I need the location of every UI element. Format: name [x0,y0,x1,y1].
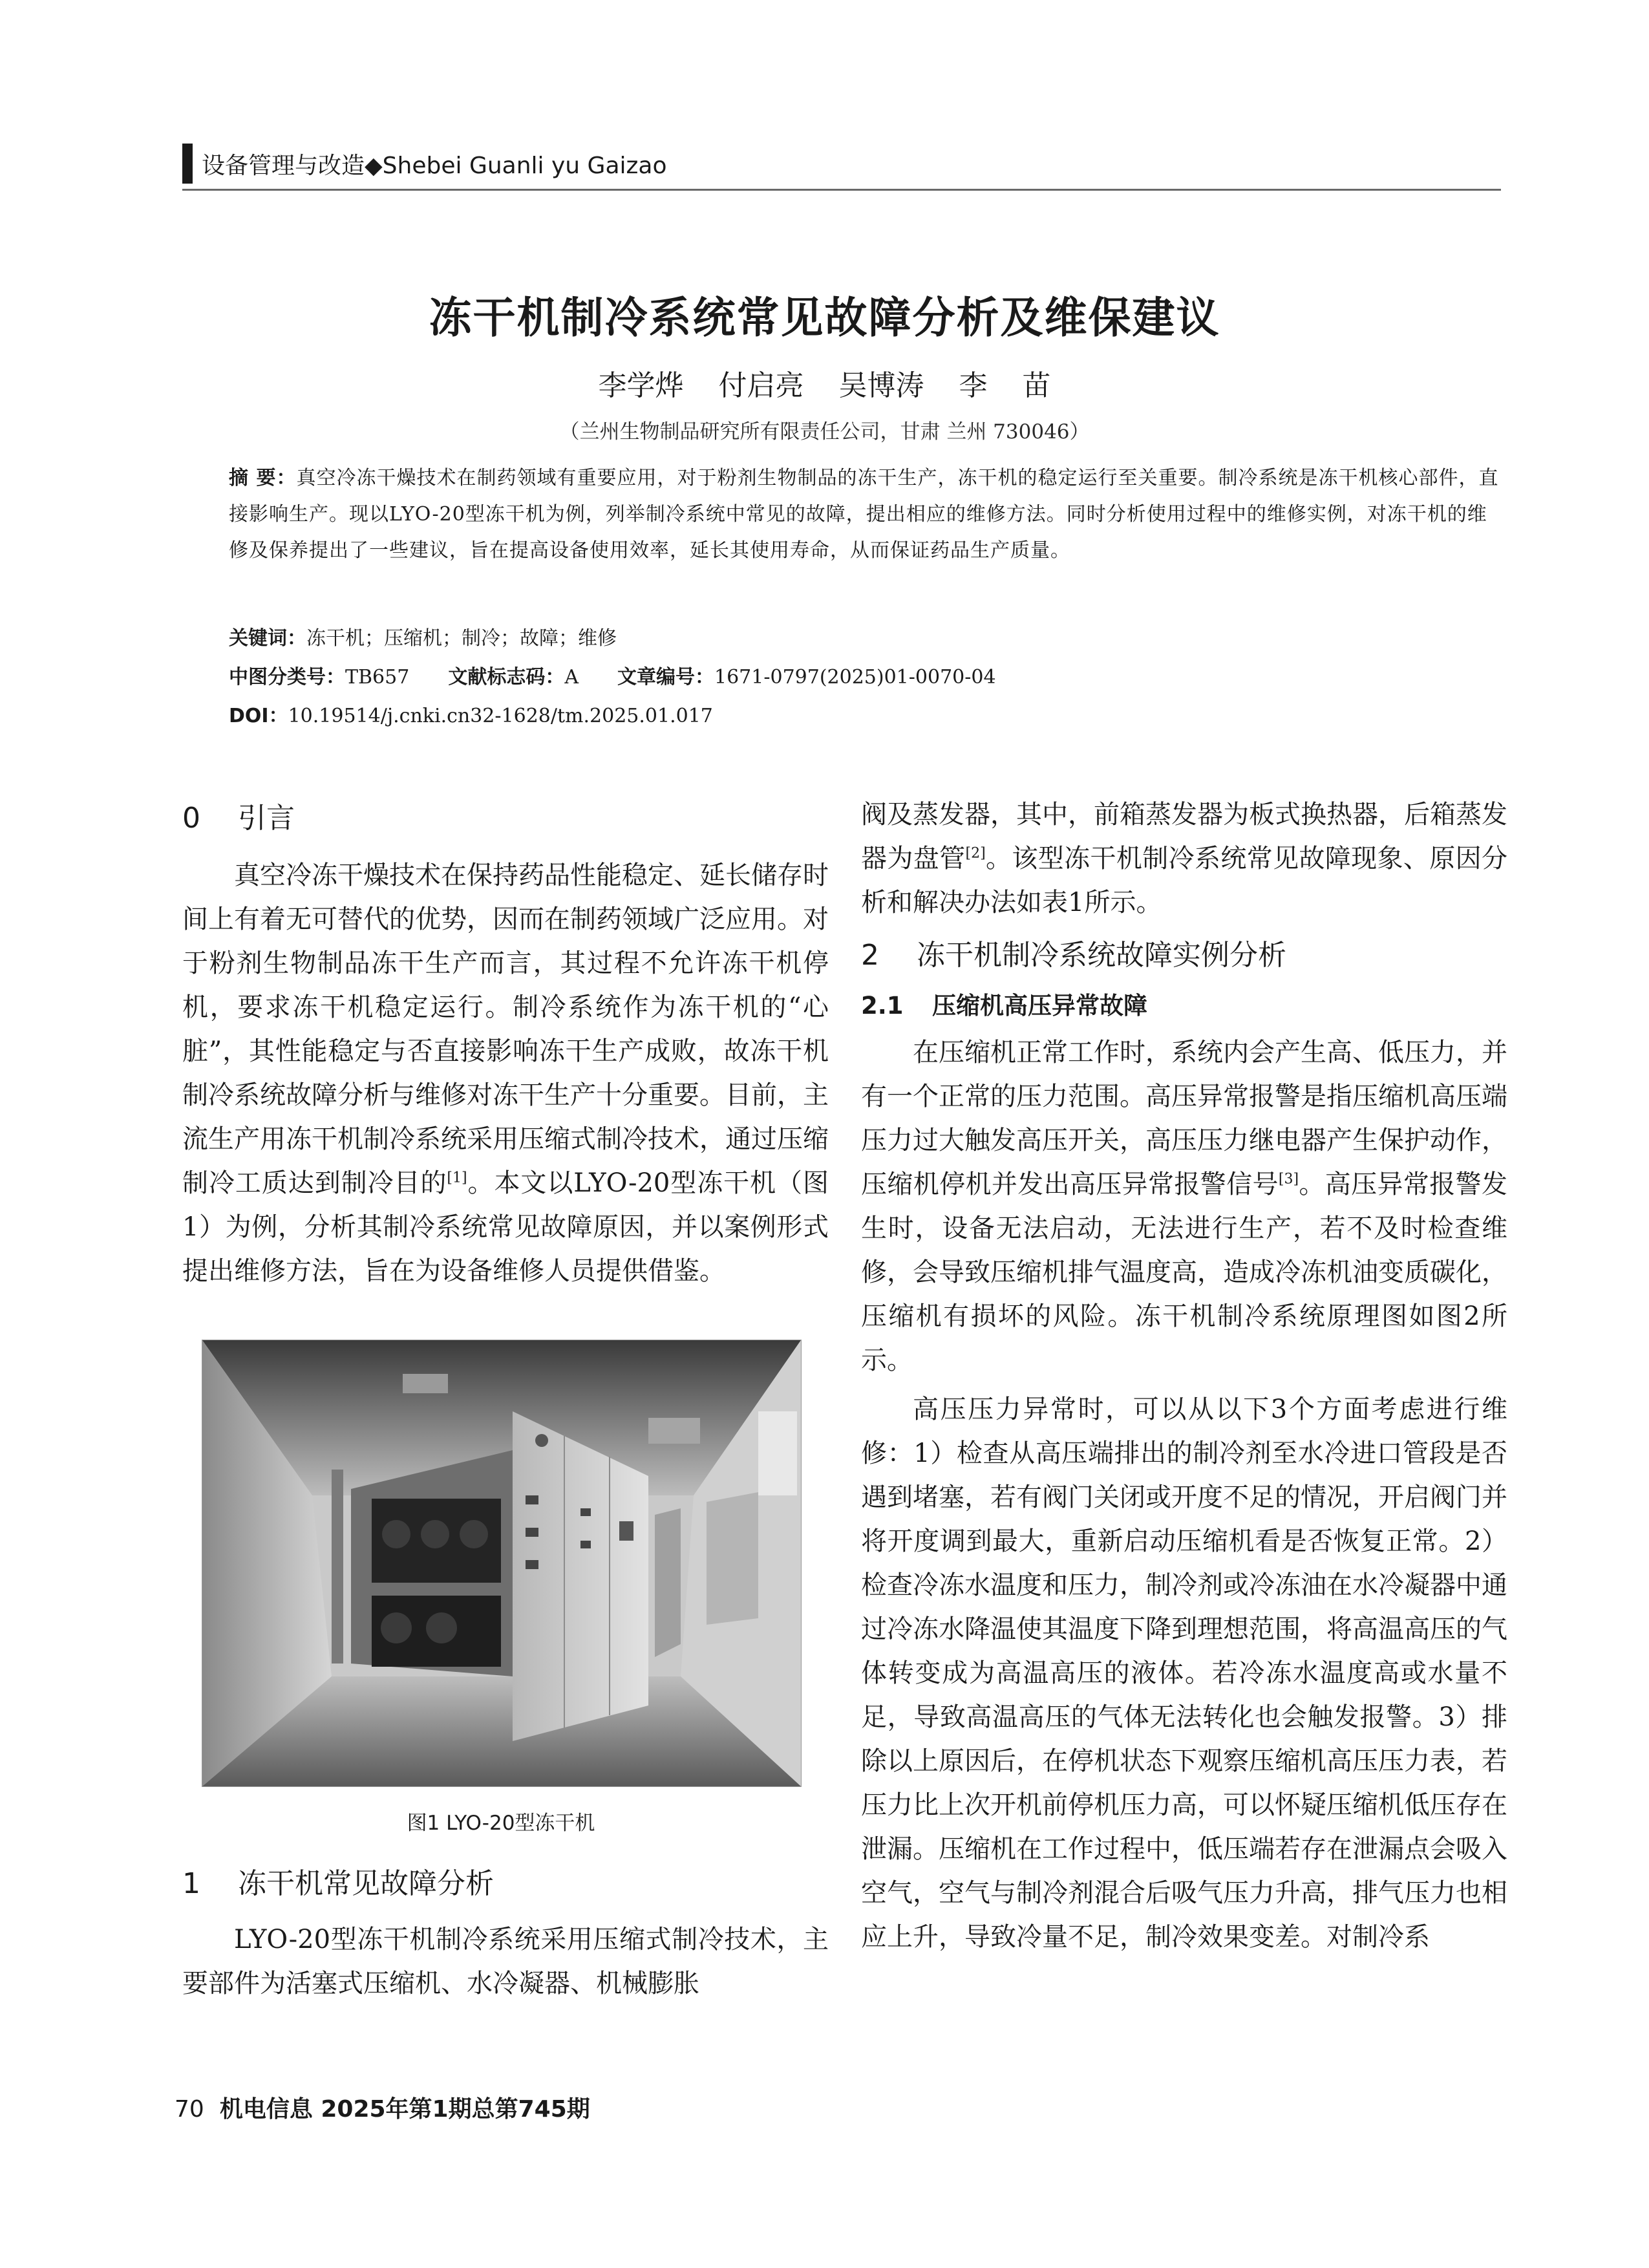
section-1-text-a: 阀及蒸发器，其中，前箱蒸发器为板式换热器，后箱蒸发器为盘管 [861,800,1507,873]
keywords [229,622,617,650]
authors: 李学烨 付启亮 吴博涛 李 苗 [598,369,1051,402]
section-1-number: 1 [182,1867,200,1900]
section-1-title: 冻干机常见故障分析 [238,1867,494,1900]
keywords-text: 冻干机；压缩机；制冷；故障；维修 [306,627,617,650]
figure-1-caption: 图1 LYO-20型冻干机 [407,1812,595,1835]
left-column-top [182,797,829,1293]
abstract-label: 摘 要： [229,467,297,489]
ref-2: [2] [965,845,986,862]
intro-text-b: 。本文以LYO-20型冻干机（图1）为例，分析其制冷系统常见故障原因，并以案例形式提出维修方法，旨在为设备维修人员提供借鉴。 [182,1168,829,1286]
article-value: 1671-0797(2025)01-0070-04 [714,666,996,689]
doccode-label: 文献标志码： [448,666,565,689]
intro-text-a: 真空冷冻干燥技术在保持药品性能稳定、延长储存时间上有着无可替代的优势，因而在制药领域广泛应用。对于粉剂生物制品冻干生产而言，其过程不允许冻干机停机，要求冻干机稳定运行。制冷系统作为冻干机的“心脏”，其性能稳定与否直接影响冻干生产成败，故冻干机制冷系统故障分析与维修对冻干生产十分重要。目前，主流生产用冻干机制冷系统采用压缩式制冷技术，通过压缩制冷工质达到制冷目的 [182,861,829,1198]
section-0-heading [182,797,829,840]
left-column-bottom [182,1862,829,2006]
section-2-1-paragraph-1 [861,1031,1507,1382]
section-1-continuation [861,793,1507,925]
journal-issue: 机电信息 2025年第1期总第745期 [219,2096,590,2123]
figure-1-photo [202,1340,802,1787]
abstract [229,460,1502,569]
section-2-1-title: 压缩机高压异常故障 [932,992,1147,1020]
section-2-1-text-b: 。高压异常报警发生时，设备无法启动，无法进行生产，若不及时检查维修，会导致压缩机排气温度高，造成冷冻机油变质碳化，压缩机有损坏的风险。冻干机制冷系统原理图如图2所示。 [861,1170,1508,1375]
header-bar [182,144,193,184]
doccode-value: A [564,666,579,689]
affiliation: （兰州生物制品研究所有限责任公司，甘肃 兰州 730046） [559,420,1090,444]
keywords-label: 关键词： [229,627,306,650]
ref-1: [1] [447,1170,467,1186]
clc-value: TB657 [345,666,410,689]
page-number: 70 [175,2096,204,2123]
doi-line [229,700,713,728]
header-rule [182,189,1501,191]
section-2-title: 冻干机制冷系统故障实例分析 [917,939,1286,972]
doi-label: DOI： [229,705,288,727]
running-header [182,144,667,184]
classification-line [229,661,996,689]
abstract-text: 真空冷冻干燥技术在制药领域有重要应用，对于粉剂生物制品的冻干生产，冻干机的稳定运行至关重要。制冷系统是冻干机核心部件，直接影响生产。现以LYO-20型冻干机为例，列举制冷系统中常见的故障，提出相应的维修方法。同时分析使用过程中的维修实例，对冻干机的维修及保养提出了一些建议，旨在提高设备使用效率，延长其使用寿命，从而保证药品生产质量。 [229,467,1499,562]
header-text: 设备管理与改造◆Shebei Guanli yu Gaizao [202,152,667,179]
section-0-title: 引言 [238,802,295,835]
right-column [861,793,1507,1959]
section-1-paragraph: LYO-20型冻干机制冷系统采用压缩式制冷技术，主要部件为活塞式压缩机、水冷凝器、机械膨胀 [182,1925,829,1998]
page-footer [175,2091,590,2124]
ref-3: [3] [1278,1171,1299,1188]
section-0-number: 0 [182,802,200,835]
article-label: 文章编号： [617,666,714,689]
section-2-1-number: 2.1 [861,992,904,1020]
section-1-heading [182,1862,829,1906]
section-1-text-b: 。该型冻干机制冷系统常见故障现象、原因分析和解决办法如表1所示。 [861,844,1508,917]
intro-paragraph [182,853,829,1293]
section-2-1-text-a: 在压缩机正常工作时，系统内会产生高、低压力，并有一个正常的压力范围。高压异常报警是指压缩机高压端压力过大触发高压开关，高压压力继电器产生保护动作，压缩机停机并发出高压异常报警信号 [861,1038,1507,1199]
section-2-1-paragraph-2: 高压压力异常时，可以从以下3个方面考虑进行维修：1）检查从高压端排出的制冷剂至水冷进口管段是否遇到堵塞，若有阀门关闭或开度不足的情况，开启阀门并将开度调到最大，重新启动压缩机看是否恢复正常。2）检查冷冻水温度和压力，制冷剂或冷冻油在水冷凝器中通过冷冻水降温使其温度下降到理想范围，将高温高压的气体转变成为高温高压的液体。若冷冻水温度高或水量不足，导致高温高压的气体无法转化也会触发报警。3）排除以上原因后，在停机状态下观察压缩机高压压力表，若压力比上次开机前停机压力高，可以怀疑压缩机低压存在泄漏。压缩机在工作过程中，低压端若存在泄漏点会吸入空气，空气与制冷剂混合后吸气压力升高，排气压力也相应上升，导致冷量不足，制冷效果变差。对制冷系 [861,1395,1507,1952]
doi-value: 10.19514/j.cnki.cn32-1628/tm.2025.01.017 [288,705,713,727]
section-2-heading [861,934,1507,978]
clc-label: 中图分类号： [229,666,345,689]
section-2-number: 2 [861,939,879,972]
freeze-dryer-photo [202,1340,801,1786]
section-2-1-heading [861,984,1507,1028]
paper-title: 冻干机制冷系统常见故障分析及维保建议 [429,293,1220,343]
